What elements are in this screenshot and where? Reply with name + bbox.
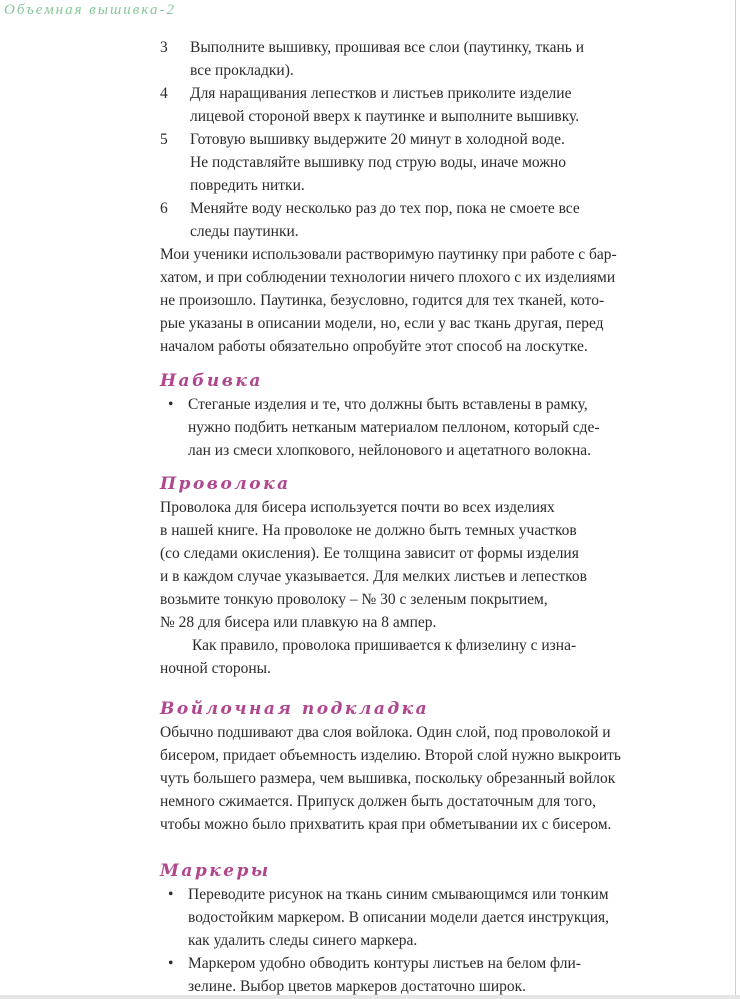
bullet-item: [160, 393, 700, 462]
section-nabivka: [160, 370, 700, 462]
paragraph-line: и в каждом случае указывается. Для мелких листьев и лепестков: [160, 568, 587, 585]
section-heading: Войлочная подкладка: [160, 699, 430, 719]
page-edge-rule: [735, 0, 736, 999]
paragraph-line: началом работы обязательно опробуйте этот способ на лоскутке.: [160, 338, 588, 355]
paragraph-line: хатом, и при соблюдении технологии ничего плохого с их изделиями: [160, 269, 616, 286]
bullet-line: Маркером удобно обводить контуры листьев на белом фли-: [188, 955, 581, 972]
bullet-line: как удалить следы синего маркера.: [188, 932, 418, 949]
section-paragraph: [160, 721, 700, 836]
paragraph-line: в нашей книге. На проволоке не должно быть темных участков: [160, 522, 577, 539]
step-number: 3: [160, 39, 168, 56]
paragraph-line: Проволока для бисера используется почти во всех изделиях: [160, 499, 555, 516]
step-item: [160, 36, 700, 82]
running-head: Объемная вышивка-2: [4, 2, 176, 18]
paragraph-line: № 28 для бисера или плавкую на 8 ампер.: [160, 614, 437, 631]
section-paragraph: [160, 496, 700, 634]
bullet-icon: •: [168, 886, 174, 903]
step-number: 4: [160, 85, 168, 102]
section-voilok: [160, 698, 700, 836]
step-line: Готовую вышивку выдержите 20 минут в холодной воде.: [190, 131, 565, 148]
numbered-steps: [160, 36, 700, 358]
paragraph-line: бисером, придает объемность изделию. Второй слой нужно выкроить: [160, 747, 622, 764]
bullet-line: нужно подбить нетканым материалом пеллоном, который сде-: [188, 419, 600, 436]
step-line: следы паутинки.: [190, 223, 299, 240]
bullet-line: Стеганые изделия и те, что должны быть вставлены в рамку,: [188, 396, 588, 413]
paragraph-line: чтобы можно было прихватить края при обметывании их с бисером.: [160, 816, 612, 833]
step-line: Не подставляйте вышивку под струю воды, иначе можно: [190, 154, 567, 171]
section-markery: [160, 860, 700, 998]
bullet-line: лан из смеси хлопкового, нейлонового и ацетатного волокна.: [188, 442, 591, 459]
step-item: [160, 82, 700, 128]
step-line: Меняйте воду несколько раз до тех пор, пока не смоете все: [190, 200, 580, 217]
paragraph-line: не произошло. Паутинка, безусловно, годится для тех тканей, кото-: [160, 292, 605, 309]
paragraph-line: немного сжимается. Припуск должен быть достаточным для того,: [160, 793, 596, 810]
paragraph-line: Обычно подшивают два слоя войлока. Один слой, под проволокой и: [160, 724, 611, 741]
step-number: 6: [160, 200, 168, 217]
step-item: [160, 197, 700, 243]
step-line: повредить нитки.: [190, 177, 305, 194]
step-line: лицевой стороной вверх к паутинке и выполните вышивку.: [190, 108, 580, 125]
step-line: Выполните вышивку, прошивая все слои (паутинку, ткань и: [190, 39, 585, 56]
section-paragraph: [160, 634, 700, 680]
step-number: 5: [160, 131, 168, 148]
paragraph-line: Как правило, проволока пришивается к флизелину с изна-: [192, 637, 577, 654]
intro-paragraph: [160, 243, 700, 358]
bullet-item: [160, 883, 700, 952]
paragraph-line: (со следами окисления). Ее толщина зависит от формы изделия: [160, 545, 579, 562]
paragraph-line: ночной стороны.: [160, 660, 271, 677]
paragraph-line: чуть большего размера, чем вышивка, поскольку обрезанный войлок: [160, 770, 616, 787]
bullet-icon: •: [168, 396, 174, 413]
paragraph-line: рые указаны в описании модели, но, если у вас ткань другая, перед: [160, 315, 604, 332]
bullet-item: [160, 952, 700, 998]
paragraph-line: Мои ученики использовали растворимую паутинку при работе с бар-: [160, 246, 617, 263]
section-heading: Проволока: [160, 474, 291, 494]
bullet-line: Переводите рисунок на ткань синим смывающимся или тонким: [188, 886, 609, 903]
bullet-line: зелине. Выбор цветов маркеров достаточно широк.: [188, 978, 527, 995]
section-provoloka: [160, 473, 700, 680]
section-heading: Набивка: [160, 371, 263, 391]
step-line: Для наращивания лепестков и листьев приколите изделие: [190, 85, 572, 102]
paragraph-line: возьмите тонкую проволоку – № 30 с зеленым покрытием,: [160, 591, 548, 608]
step-item: [160, 128, 700, 197]
bullet-line: водостойким маркером. В описании модели дается инструкция,: [188, 909, 610, 926]
bullet-icon: •: [168, 955, 174, 972]
step-line: все прокладки).: [190, 62, 294, 79]
section-heading: Маркеры: [160, 861, 271, 881]
